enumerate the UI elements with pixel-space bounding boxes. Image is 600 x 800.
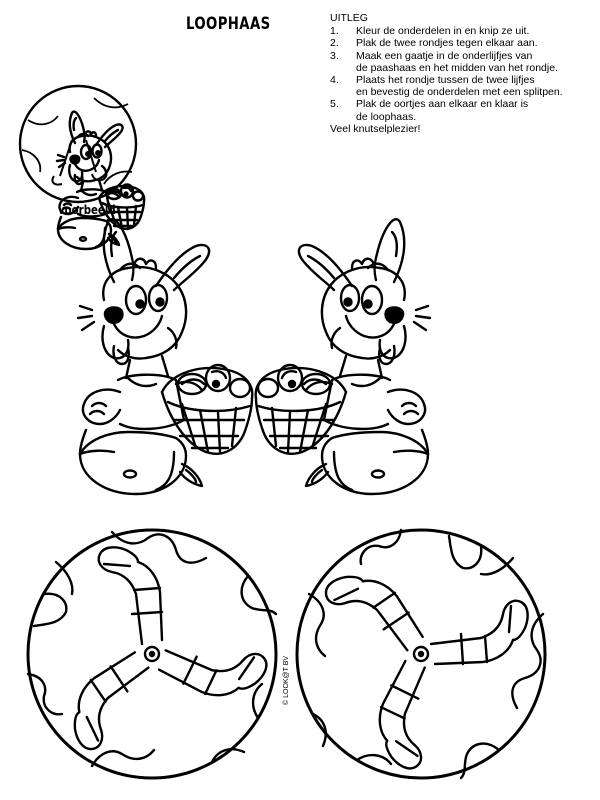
bunny-example-icon (20, 86, 144, 249)
closing-text: Veel knutselplezier! (330, 122, 421, 135)
leg-wheel-left-icon (28, 530, 276, 778)
step-line: en bevestig de onderdelen met een splitpen. (356, 86, 563, 99)
step-number: 3. (330, 49, 339, 62)
leg-wheel-right-icon (297, 530, 545, 778)
step-line: Plaats het rondje tussen de twee lijfjes (356, 74, 535, 87)
example-label: voorbeeld (58, 203, 116, 217)
step-line: de loophaas. (356, 110, 417, 123)
step-line: Plak de oortjes aan elkaar en klaar is (356, 98, 529, 111)
page-title: LOOPHAAS (186, 14, 271, 34)
copyright-text: © LOOK@T BV (283, 655, 290, 705)
bunny-body-left-icon (78, 219, 252, 494)
step-line: de paashaas en het midden van het rondje. (356, 61, 558, 74)
step-number: 2. (330, 37, 339, 50)
instructions-heading: UITLEG (330, 12, 368, 24)
step-number: 1. (330, 25, 339, 38)
step-line: Maak een gaatje in de onderlijfjes van (356, 49, 533, 62)
step-line: Kleur de onderdelen in en knip ze uit. (356, 25, 530, 38)
bunny-body-right-icon (256, 219, 430, 494)
step-number: 4. (330, 74, 339, 87)
step-number: 5. (330, 98, 339, 111)
step-line: Plak de twee rondjes tegen elkaar aan. (356, 37, 538, 50)
